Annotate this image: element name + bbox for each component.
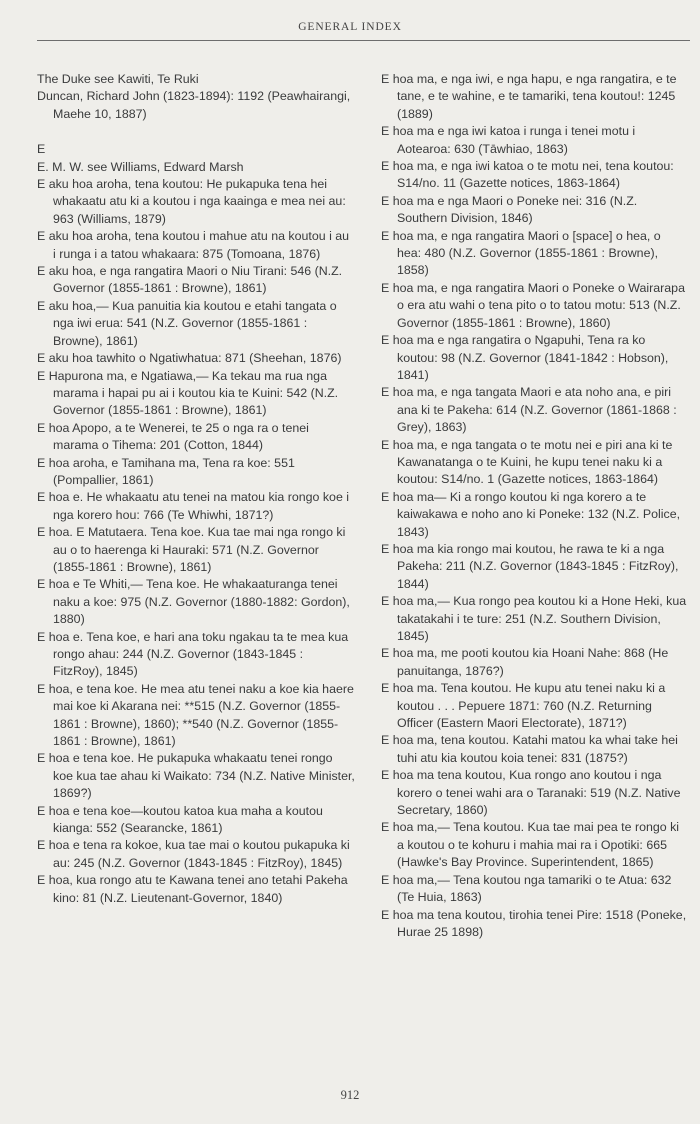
index-entry: E hoa e tena koe—koutou katoa kua maha a koutou kianga: 552 (Searancke, 1861) [37, 803, 323, 836]
index-entry: E hoa, e tena koe. He mea atu tenei naku a koe kia haere mai koe ki Akarana nei: **515 (N.Z. Governor (1855-1861 : Browne), 1860); **540 (N.Z. Governor (1855-1861 : Browne), 1861) [37, 681, 354, 749]
index-entry: E hoa ma,— Kua rongo pea koutou ki a Hone Heki, kua takatakahi i te ture: 251 (N.Z. Southern Division, 1845) [381, 594, 687, 643]
index-entry: E. M. W. see Williams, Edward Marsh [37, 159, 244, 174]
index-column-left [37, 71, 355, 907]
index-entry: E hoa ma, e nga rangatira Maori o Poneke o Wairarapa o era atu wahi o tena pito o to tatou motu: 513 (N.Z. Governor (1855-1861 : Browne), 1860) [381, 280, 685, 330]
index-entry: E hoa ma tena koutou, tirohia tenei Pire: 1518 (Poneke, Hurae 25 1898) [381, 907, 687, 939]
index-entry: Duncan, Richard John (1823-1894): 1192 (Peawhairangi, Maehe 10, 1887) [37, 89, 351, 121]
index-entry: E aku hoa,— Kua panuitia kia koutou e etahi tangata o nga iwi erua: 541 (N.Z. Governor (1855-1861 : Browne), 1861) [37, 298, 337, 348]
index-entry: E hoa ma e nga iwi katoa i runga i tenei motu i Aotearoa: 630 (Tāwhiao, 1863) [381, 124, 636, 156]
index-entry: The Duke see Kawiti, Te Ruki [37, 72, 199, 86]
index-entry: E hoa e tena koe. He pukapuka whakaatu tenei rongo koe kua tae ahau ki Waikato: 734 (N.Z. Native Minister, 1869?) [37, 751, 355, 801]
running-header: GENERAL INDEX [298, 21, 402, 33]
index-entry: E hoa ma tena koutou, Kua rongo ano koutou i nga korero o tenei wahi ara o Taranaki: 519 (N.Z. Native Secretary, 1860) [381, 768, 681, 818]
index-entry: E hoa ma, e nga iwi, e nga hapu, e nga rangatira, e te tane, e te wahine, e te tamariki, tena koutou!: 1245 (1889) [381, 72, 677, 121]
index-entry: E hoa aroha, e Tamihana ma, Tena ra koe: 551 (Pompallier, 1861) [37, 455, 295, 487]
index-entry: E hoa, kua rongo atu te Kawana tenei ano tetahi Pakeha kino: 81 (N.Z. Lieutenant-Governor, 1840) [37, 873, 348, 905]
page-number: 912 [340, 1088, 360, 1102]
index-entry: E hoa. E Matutaera. Tena koe. Kua tae mai nga rongo ki au o to haerenga ki Hauraki: 571 (N.Z. Governor (1855-1861 : Browne), 1861) [37, 525, 346, 574]
index-entry: E hoa ma, me pooti koutou kia Hoani Nahe: 868 (He panuitanga, 1876?) [381, 646, 669, 678]
header-rule [37, 40, 690, 41]
index-entry: E hoa ma, e nga tangata o te motu nei e piri ana ki te Kawanatanga o te Kuini, he kupu tenei naku ki a koutou: S14/no. 1 (Gazette notices, 1863-1864) [381, 437, 673, 487]
index-entry: E hoa ma, tena koutou. Katahi matou ka whai take hei tuhi atu kia koutou koia tenei: 831 (1875?) [381, 733, 678, 765]
index-entry: E hoa Apopo, a te Wenerei, te 25 o nga ra o tenei marama o Tihema: 201 (Cotton, 1844) [37, 420, 309, 453]
index-entry: E hoa e. He whakaatu atu tenei na matou kia rongo koe i nga korero hou: 766 (Te Whiwhi, 1871?) [37, 490, 350, 522]
index-entry: E aku hoa, e nga rangatira Maori o Niu Tirani: 546 (N.Z. Governor (1855-1861 : Browne), 1861) [37, 264, 343, 296]
index-entry: E aku hoa aroha, tena koutou i mahue atu na koutou i au i runga i a tatou whakaara: 875 (Tomoana, 1876) [37, 229, 350, 261]
index-entry: E hoa ma e nga Maori o Poneke nei: 316 (N.Z. Southern Division, 1846) [381, 193, 638, 226]
index-entry: E Hapurona ma, e Ngatiawa,— Ka tekau ma rua nga marama i hapai pu ai i koutou kia te Kuini: 542 (N.Z. Governor (1855-1861 : Browne), 1861) [37, 368, 339, 418]
section-gap [37, 123, 355, 141]
index-entry: E hoa ma e nga rangatira o Ngapuhi, Tena ra ko koutou: 98 (N.Z. Governor (1841-1842 : Hobson), 1841) [381, 333, 669, 382]
index-entry: E hoa e tena ra kokoe, kua tae mai o koutou pukapuka ki au: 245 (N.Z. Governor (1843-1845 : FitzRoy), 1845) [37, 838, 350, 870]
section-letter: E [37, 142, 46, 157]
index-entry: E hoa ma,— Tena koutou. Kua tae mai pea te rongo ki a koutou o te kohuru i mahia mai ra i Opotiki: 665 (Hawke's Bay Province. Superintendent, 1865) [381, 820, 680, 870]
index-entry: E hoa ma,— Tena koutou nga tamariki o te Atua: 632 (Te Huia, 1863) [381, 872, 672, 905]
index-entry: E hoa ma kia rongo mai koutou, he rawa te ki a nga Pakeha: 211 (N.Z. Governor (1843-1845 : FitzRoy), 1844) [381, 541, 679, 591]
index-entry: E hoa e. Tena koe, e hari ana toku ngakau ta te mea kua rongo ahau: 244 (N.Z. Governor (1843-1845 : FitzRoy), 1845) [37, 629, 349, 679]
index-entry: E hoa ma. Tena koutou. He kupu atu tenei naku ki a koutou . . . Pepuere 1871: 760 (N.Z. Returning Officer (Eastern Maori Electorate), 1871?) [381, 681, 666, 731]
index-entry: E hoa ma, e nga iwi katoa o te motu nei, tena koutou: S14/no. 11 (Gazette notices, 1863-1864) [381, 159, 674, 191]
index-entry: E aku hoa aroha, tena koutou: He pukapuka tena hei whakaatu atu ki a koutou i nga kaainga e mea nei au: 963 (Williams, 1879) [37, 177, 346, 226]
index-entry: E hoa e Te Whiti,— Tena koe. He whakaaturanga tenei naku a koe: 975 (N.Z. Governor (1880-1882: Gordon), 1880) [37, 577, 350, 627]
index-entry: E aku hoa tawhito o Ngatiwhatua: 871 (Sheehan, 1876) [37, 351, 342, 366]
index-entry: E hoa ma— Ki a rongo koutou ki nga korero a te kaiwakawa e noho ano ki Poneke: 132 (N.Z. Police, 1843) [381, 489, 681, 539]
index-entry: E hoa ma, e nga tangata Maori e ata noho ana, e piri ana ki te Pakeha: 614 (N.Z. Governor (1861-1868 : Grey), 1863) [381, 385, 677, 435]
index-column-right [381, 71, 687, 941]
index-entry: E hoa ma, e nga rangatira Maori o [space] o hea, o hea: 480 (N.Z. Governor (1855-1861 : Browne), 1858) [381, 228, 661, 278]
